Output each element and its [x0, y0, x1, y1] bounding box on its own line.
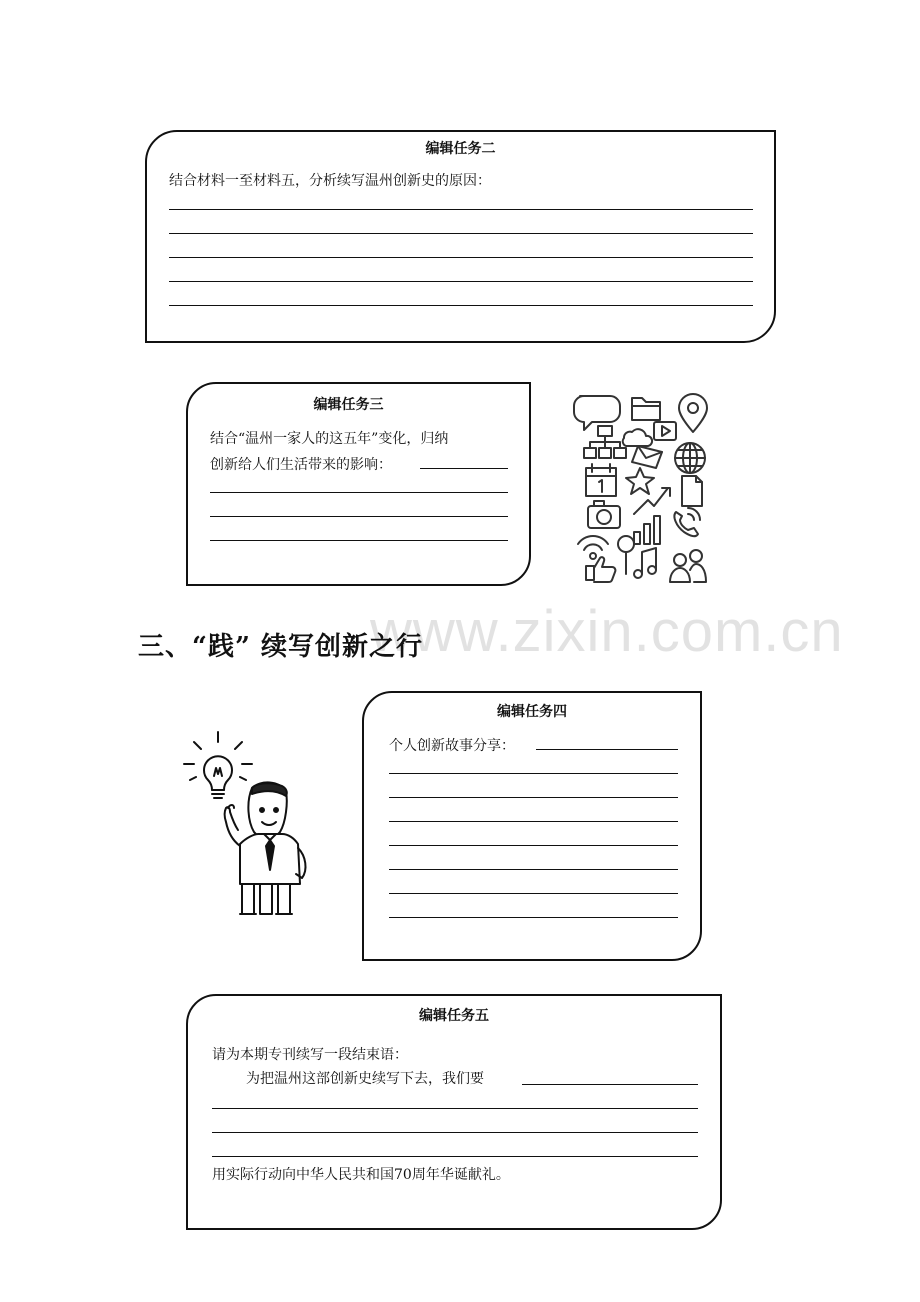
answer-line[interactable]	[389, 797, 678, 798]
task5-lead: 为把温州这部创新史续写下去，我们要	[246, 1071, 484, 1087]
answer-line[interactable]	[169, 233, 753, 234]
answer-line[interactable]	[536, 749, 678, 750]
globe-icon	[675, 443, 705, 473]
task5-prompt: 请为本期专刊续写一段结束语：	[212, 1047, 408, 1063]
magnifier-icon	[618, 536, 634, 574]
answer-line[interactable]	[169, 209, 753, 210]
answer-line[interactable]	[212, 1132, 698, 1133]
thumbs-up-icon	[586, 557, 615, 582]
bar-chart-icon	[634, 516, 660, 544]
answer-line[interactable]	[212, 1156, 698, 1157]
cloud-icon	[623, 429, 652, 446]
location-pin-icon	[679, 394, 707, 432]
music-note-icon	[634, 548, 656, 578]
trend-arrow-icon	[634, 488, 670, 514]
document-icon	[682, 476, 702, 506]
watermark: www.zixin.com.cn	[370, 599, 844, 664]
task3-title: 编辑任务三	[313, 396, 384, 412]
play-icon	[654, 422, 676, 440]
answer-line[interactable]	[389, 821, 678, 822]
task4-box	[362, 691, 702, 961]
org-chart-icon	[584, 426, 626, 458]
task2-prompt: 结合材料一至材料五，分析续写温州创新史的原因：	[169, 173, 491, 189]
task4-title: 编辑任务四	[497, 703, 567, 719]
task5-box	[186, 994, 722, 1230]
answer-line[interactable]	[210, 492, 508, 493]
businessman-figure	[225, 782, 306, 914]
answer-line[interactable]	[522, 1084, 698, 1085]
answer-line[interactable]	[169, 305, 753, 306]
task2-title: 编辑任务二	[425, 140, 496, 156]
task3-prompt-line2: 创新给人们生活带来的影响：	[210, 457, 392, 473]
lightbulb-icon	[184, 732, 252, 798]
answer-line[interactable]	[389, 893, 678, 894]
answer-line[interactable]	[389, 917, 678, 918]
answer-line[interactable]	[389, 773, 678, 774]
calendar-icon	[586, 464, 616, 496]
folder-icon	[632, 398, 660, 420]
star-icon	[626, 468, 654, 494]
answer-line[interactable]	[210, 540, 508, 541]
answer-line[interactable]	[169, 257, 753, 258]
speech-bubble-icon	[574, 396, 620, 430]
icon-collage	[572, 392, 718, 588]
answer-line[interactable]	[210, 516, 508, 517]
mail-icon	[632, 446, 662, 468]
phone-icon	[674, 508, 700, 536]
task2-box	[145, 130, 776, 343]
wifi-icon	[578, 536, 608, 559]
answer-line[interactable]	[169, 281, 753, 282]
answer-line[interactable]	[212, 1108, 698, 1109]
answer-line[interactable]	[389, 845, 678, 846]
task3-prompt-line1: 结合“温州一家人的这五年”变化，归纳	[210, 431, 449, 447]
answer-line[interactable]	[420, 468, 508, 469]
camera-icon	[588, 501, 620, 528]
task4-prompt: 个人创新故事分享：	[389, 738, 515, 754]
answer-line[interactable]	[389, 869, 678, 870]
businessman-idea-illustration	[180, 728, 320, 918]
users-icon	[670, 550, 706, 582]
task5-title: 编辑任务五	[419, 1007, 489, 1023]
section-heading: 三、“践” 续写创新之行	[138, 632, 423, 662]
task3-box	[186, 382, 531, 586]
task5-closing: 用实际行动向中华人民共和国70周年华诞献礼。	[212, 1167, 510, 1183]
